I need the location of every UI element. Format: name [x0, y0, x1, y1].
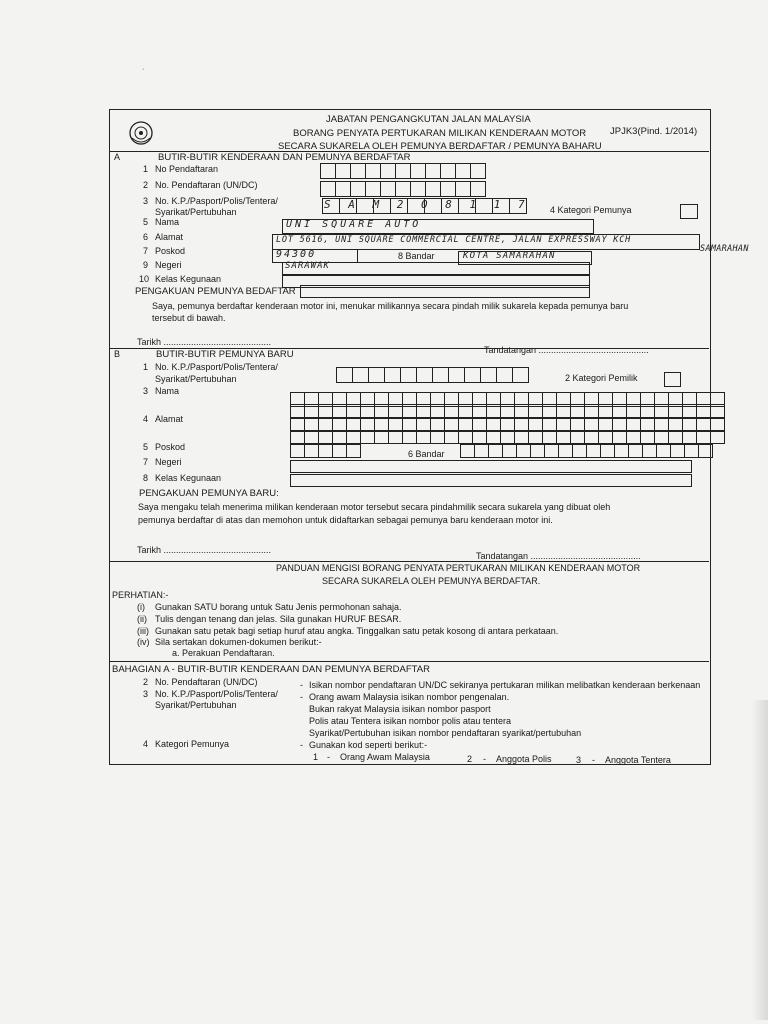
declaration-a-field[interactable]: [300, 285, 590, 298]
scan-mark: ·: [142, 66, 145, 73]
field-num: 3: [143, 196, 149, 206]
negeri-value: SARAWAK: [285, 261, 330, 271]
header-subtitle: SECARA SUKARELA OLEH PEMUNYA BERDAFTAR / PEMUNYA BAHARU: [278, 141, 602, 152]
kelas-kegunaan-b-field[interactable]: [290, 474, 692, 487]
tandatangan-b: Tandatangan ............................................: [476, 551, 641, 561]
field-num: 6: [143, 232, 149, 242]
field-num: 7: [143, 246, 149, 256]
declaration-b-title: PENGAKUAN PEMUNYA BARU:: [139, 488, 279, 499]
dash: -: [300, 680, 303, 690]
alamat-b-boxes-row2[interactable]: [290, 430, 724, 444]
field-num: 5: [143, 442, 149, 452]
no-pendaftaran-boxes[interactable]: [320, 163, 485, 179]
item-label: Syarikat/Pertubuhan: [155, 700, 237, 710]
item-label: No. K.P./Pasport/Polis/Tentera/: [155, 689, 278, 699]
field-label-poskod: Poskod: [155, 246, 186, 256]
field-num: 1: [143, 164, 149, 174]
section-a-letter: A: [114, 152, 121, 162]
field-label-negeri-b: Negeri: [155, 457, 182, 467]
header-agency: JABATAN PENGANGKUTAN JALAN MALAYSIA: [326, 114, 531, 125]
kategori-pemunya-box[interactable]: [680, 204, 698, 219]
dash: -: [300, 740, 303, 750]
item-desc: Gunakan kod seperti berikut:-: [309, 740, 428, 750]
dash: -: [592, 755, 595, 765]
field-label-syarikat: Syarikat/Pertubuhan: [155, 207, 237, 217]
form-code: JPJK3(Pind. 1/2014): [610, 126, 698, 137]
note-text: Tulis dengan tenang dan jelas. Sila gunakan HURUF BESAR.: [155, 614, 402, 624]
dash: -: [300, 692, 303, 702]
bandar-b-label: 6 Bandar: [408, 449, 445, 459]
field-label-negeri: Negeri: [155, 260, 182, 270]
item-desc: Bukan rakyat Malaysia isikan nombor pasport: [309, 704, 491, 714]
item-desc: Orang awam Malaysia isikan nombor pengenalan.: [309, 692, 510, 702]
tarikh-b: Tarikh ...........................................: [137, 545, 272, 555]
tandatangan-a: Tandatangan ............................................: [484, 345, 649, 355]
field-label-alamat: Alamat: [155, 232, 184, 242]
field-num: 9: [143, 260, 149, 270]
field-num: 4: [143, 414, 149, 424]
item-num: 2: [143, 677, 149, 687]
scan-edge: [752, 700, 768, 1020]
item-desc: Syarikat/Pertubuhan isikan nombor pendaftaran syarikat/pertubuhan: [309, 728, 582, 738]
tarikh-a: Tarikh ...........................................: [137, 337, 272, 347]
note-num: (ii): [137, 614, 147, 624]
item-label: No. Pendaftaran (UN/DC): [155, 677, 258, 687]
field-num: 7: [143, 457, 149, 467]
field-label-syarikat-b: Syarikat/Pertubuhan: [155, 374, 237, 384]
field-num: 1: [143, 362, 149, 372]
field-label-alamat-b: Alamat: [155, 414, 184, 424]
divider: [109, 661, 709, 662]
alamat-overflow-value: SAMARAHAN: [700, 244, 749, 254]
item-num: 4: [143, 739, 149, 749]
declaration-b-line2: pemunya berdaftar di atas dan memohon untuk didaftarkan sebagai pemunya baru kenderaan motor ini.: [138, 515, 553, 525]
item-num: 3: [143, 689, 149, 699]
poskod-b-boxes[interactable]: [290, 444, 360, 458]
guide-title-2: SECARA SUKARELA OLEH PEMUNYA BERDAFTAR.: [322, 576, 541, 586]
field-label-no-pendaftaran: No Pendaftaran: [155, 164, 219, 174]
kategori-pemilik-box[interactable]: [664, 372, 681, 387]
note-num: (iii): [137, 626, 149, 636]
dash: -: [327, 752, 330, 762]
no-pendaftaran-undc-boxes[interactable]: [320, 181, 485, 197]
item-desc: Polis atau Tentera isikan nombor polis atau tentera: [309, 716, 511, 726]
bandar-value: KOTA SAMARAHAN: [463, 251, 556, 261]
nama-b-boxes-row2[interactable]: [290, 404, 724, 418]
alamat-value: LOT 5616, UNI SQUARE COMMERCIAL CENTRE, JALAN EXPRESSWAY KCH: [276, 235, 632, 245]
field-label-id-number-b: No. K.P./Pasport/Polis/Tentera/: [155, 362, 278, 372]
id-number-value: S A M 2 0 8 1 1 7: [324, 198, 531, 211]
field-num: 5: [143, 217, 149, 227]
code-num: 1: [313, 752, 319, 762]
field-num: 10: [139, 274, 150, 284]
guide-title-1: PANDUAN MENGISI BORANG PENYATA PERTUKARAN MILIKAN KENDERAAN MOTOR: [276, 563, 641, 573]
field-label-kelas-kegunaan-b: Kelas Kegunaan: [155, 473, 222, 483]
note-text: Sila sertakan dokumen-dokumen berikut:-: [155, 637, 322, 647]
field-num: 2: [143, 180, 149, 190]
bandar-label: 8 Bandar: [398, 251, 435, 261]
field-label-nama: Nama: [155, 217, 180, 227]
jpj-crest-icon: [128, 120, 154, 146]
declaration-a-line1: Saya, pemunya berdaftar kenderaan motor ini, menukar milikannya secara pindah milik sukarela kepada pemunya baru: [152, 301, 629, 311]
poskod-value: 94300: [276, 249, 317, 260]
field-label-poskod-b: Poskod: [155, 442, 186, 452]
note-text: Gunakan satu petak bagi setiap huruf atau angka. Tinggalkan satu petak kosong di antara perkataan.: [155, 626, 559, 636]
code-text: Orang Awam Malaysia: [340, 752, 430, 762]
code-text: Anggota Tentera: [605, 755, 671, 765]
divider: [109, 561, 709, 562]
dash: -: [483, 754, 486, 764]
kategori-pemilik-label: 2 Kategori Pemilik: [565, 373, 638, 383]
section-b-letter: B: [114, 349, 121, 359]
perhatian-label: PERHATIAN:-: [112, 590, 169, 600]
section-b-title: BUTIR-BUTIR PEMUNYA BARU: [156, 349, 294, 360]
code-num: 3: [576, 755, 582, 765]
note-text: Gunakan SATU borang untuk Satu Jenis permohonan sahaja.: [155, 602, 402, 612]
code-text: Anggota Polis: [496, 754, 552, 764]
item-desc: Isikan nombor pendaftaran UN/DC sekiranya pertukaran milikan melibatkan kenderaan berkenaan: [309, 680, 701, 690]
declaration-a-title: PENGAKUAN PEMUNYA BEDAFTAR: [135, 286, 296, 297]
kategori-pemunya-label: 4 Kategori Pemunya: [550, 205, 632, 215]
note-num: (iv): [137, 637, 150, 647]
field-num: 3: [143, 386, 149, 396]
field-label-nama-b: Nama: [155, 386, 180, 396]
bandar-b-boxes[interactable]: [460, 444, 712, 458]
id-number-b-boxes[interactable]: [336, 367, 528, 383]
code-num: 2: [467, 754, 473, 764]
field-label-kelas-kegunaan: Kelas Kegunaan: [155, 274, 222, 284]
field-label-id-number: No. K.P./Pasport/Polis/Tentera/: [155, 196, 278, 206]
sub-note: a. Perakuan Pendaftaran.: [172, 648, 275, 658]
section-a-title: BUTIR-BUTIR KENDERAAN DAN PEMUNYA BERDAFTAR: [158, 152, 411, 163]
nama-value: UNI SQUARE AUTO: [286, 219, 422, 230]
item-label: Kategori Pemunya: [155, 739, 230, 749]
bahagian-title: BAHAGIAN A - BUTIR-BUTIR KENDERAAN DAN PEMUNYA BERDAFTAR: [112, 664, 430, 675]
declaration-b-line1: Saya mengaku telah menerima milikan kenderaan motor tersebut secara pindahmilik secara sukarela yang dibuat oleh: [138, 502, 611, 512]
negeri-b-field[interactable]: [290, 460, 692, 473]
note-num: (i): [137, 602, 145, 612]
declaration-a-line2: tersebut di bawah.: [152, 313, 226, 323]
header-form-title: BORANG PENYATA PERTUKARAN MILIKAN KENDERAAN MOTOR: [293, 128, 587, 139]
field-label-no-pendaftaran-undc: No. Pendaftaran (UN/DC): [155, 180, 258, 190]
field-num: 8: [143, 473, 149, 483]
